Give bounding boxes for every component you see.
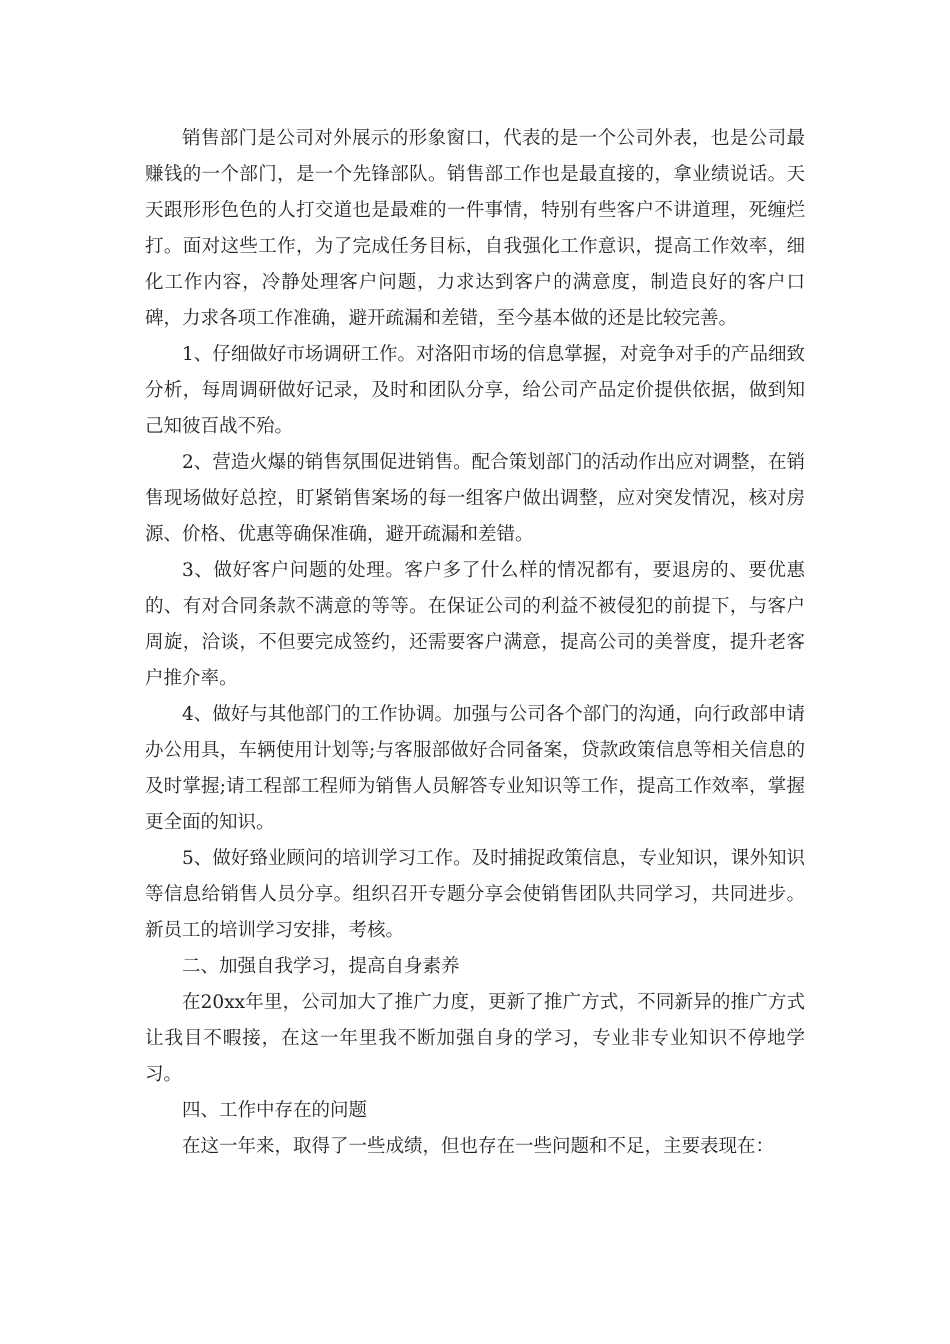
section-heading-self-learning: 二、加强自我学习，提高自身素养 (182, 956, 460, 977)
item-consultant-training: 5、做好臵业顾问的培训学习工作。及时捕捉政策信息，专业知识，课外知识等信息给销售人员分享。组织召开专题分享会使销售团队共同学习，共同进步。新员工的培训学习安排，考核。 (145, 848, 805, 941)
item-customer-issues: 3、做好客户问题的处理。客户多了什么样的情况都有，要退房的、要优惠的、有对合同条款不满意的等等。在保证公司的利益不被侵犯的前提下，与客户周旋，洽谈，不但要完成签约，还需要客户满意，提高公司的美誉度，提升老客户推介率。 (145, 560, 805, 689)
intro-paragraph: 销售部门是公司对外展示的形象窗口，代表的是一个公司外表，也是公司最赚钱的一个部门，是一个先锋部队。销售部工作也是最直接的，拿业绩说话。天天跟形形色色的人打交道也是最难的一件事情，特别有些客户不讲道理，死缠烂打。面对这些工作，为了完成任务目标，自我强化工作意识，提高工作效率，细化工作内容，冷静处理客户问题，力求达到客户的满意度，制造良好的客户口碑，力求各项工作准确，避开疏漏和差错，至今基本做的还是比较完善。 (145, 128, 805, 329)
item-market-research: 1、仔细做好市场调研工作。对洛阳市场的信息掌握，对竞争对手的产品细致分析，每周调研做好记录，及时和团队分享，给公司产品定价提供依据，做到知己知彼百战不殆。 (145, 344, 805, 437)
section-heading-problems: 四、工作中存在的问题 (182, 1100, 368, 1121)
document-body (145, 121, 805, 1165)
self-learning-paragraph: 在20xx年里，公司加大了推广力度，更新了推广方式，不同新异的推广方式让我目不暇接，在这一年里我不断加强自身的学习，专业非专业知识不停地学习。 (145, 992, 805, 1085)
item-sales-atmosphere: 2、营造火爆的销售氛围促进销售。配合策划部门的活动作出应对调整，在销售现场做好总控，盯紧销售案场的每一组客户做出调整，应对突发情况，核对房源、价格、优惠等确保准确，避开疏漏和差错。 (145, 452, 805, 545)
problems-paragraph: 在这一年来，取得了一些成绩，但也存在一些问题和不足，主要表现在： (182, 1136, 775, 1157)
item-department-coordination: 4、做好与其他部门的工作协调。加强与公司各个部门的沟通，向行政部申请办公用具，车辆使用计划等;与客服部做好合同备案，贷款政策信息等相关信息的及时掌握;请工程部工程师为销售人员解答专业知识等工作，提高工作效率，掌握更全面的知识。 (145, 704, 805, 833)
